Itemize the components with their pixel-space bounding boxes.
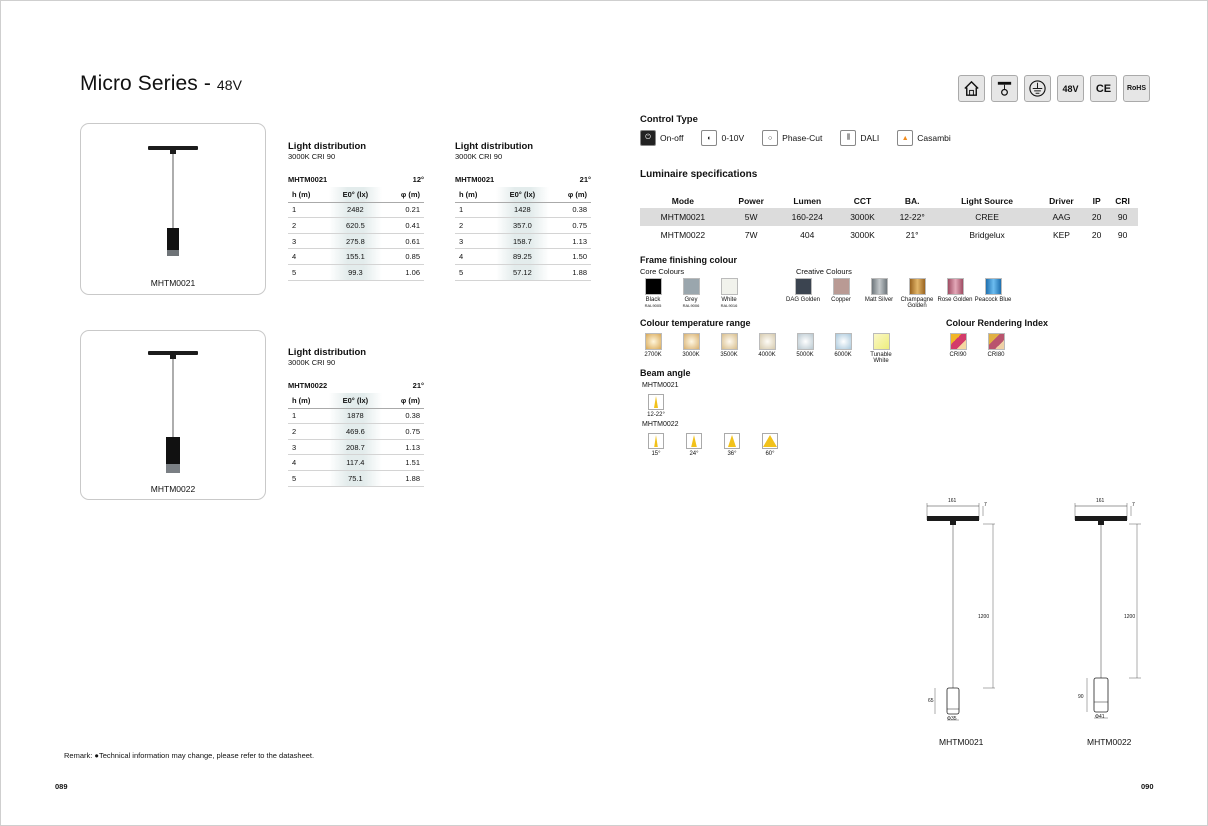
cct-5000k: 5000K: [786, 333, 824, 364]
colour-chip: [833, 278, 850, 295]
colour-chip: [795, 278, 812, 295]
cct-chip: [835, 333, 852, 350]
beam-group-mhtm0022: [637, 433, 789, 457]
table-row: 2 357.0 0.75: [455, 218, 591, 234]
table-row: 2 620.5 0.41: [288, 218, 424, 234]
page-title: Micro Series - 48V: [80, 72, 243, 95]
beam-item: 24°: [675, 433, 713, 457]
ld-table: [288, 393, 424, 487]
home-icon: [958, 75, 985, 102]
cct-chip: [873, 333, 890, 350]
table-row: 5 99.3 1.06: [288, 264, 424, 280]
light-distribution-3: [288, 347, 424, 487]
cri-chip: [988, 333, 1005, 350]
colour-chip: [947, 278, 964, 295]
ld-model: MHTM0022: [288, 381, 328, 390]
product-caption: MHTM0022: [150, 484, 196, 494]
control-dali: ⫼ DALI: [840, 130, 879, 146]
finish-title: Frame finishing colour: [640, 255, 738, 265]
drawing-caption: MHTM0022: [1087, 737, 1132, 747]
cct-3500k: 3500K: [710, 333, 748, 364]
technical-drawing-mhtm0022: [1063, 498, 1153, 753]
creative-colours-label: Creative Colours: [796, 267, 852, 276]
dali-icon: ⫼: [840, 130, 856, 146]
cri-chip: [950, 333, 967, 350]
drawing-caption: MHTM0021: [939, 737, 984, 747]
ld-angle: 21°: [579, 175, 591, 184]
ld-subtitle: 3000K CRI 90: [288, 152, 336, 161]
ld-title: Light distribution: [288, 347, 367, 358]
product-card-mhtm0021: [80, 123, 266, 295]
ld-subtitle: 3000K CRI 90: [455, 152, 503, 161]
ce-mark: CE: [1090, 75, 1117, 102]
cct-3000k: 3000K: [672, 333, 710, 364]
voltage-badge: 48V: [1057, 75, 1084, 102]
control-on-off: ⏻ On-off: [640, 130, 683, 146]
swatch-rose-golden: Rose Golden: [936, 278, 974, 309]
light-distribution-2: [455, 141, 591, 281]
ld-title: Light distribution: [455, 141, 534, 152]
table-row: 2 469.6 0.75: [288, 424, 424, 440]
table-row: 4 117.4 1.51: [288, 455, 424, 471]
table-row: 3 208.7 1.13: [288, 439, 424, 455]
ld-model: MHTM0021: [455, 175, 495, 184]
spec-title: Luminaire specifications: [640, 169, 758, 180]
cct-tunable-white: Tunable White: [862, 333, 900, 364]
ld-angle: 21°: [412, 381, 424, 390]
swatch-copper: Copper: [822, 278, 860, 309]
product-card-mhtm0022: [80, 330, 266, 500]
table-row: 3 275.8 0.61: [288, 233, 424, 249]
ld-angle: 12°: [412, 175, 424, 184]
cct-6000k: 6000K: [824, 333, 862, 364]
creative-colour-swatches: [784, 278, 1012, 309]
dim-length: 1200: [978, 614, 990, 620]
page-number-right: 090: [1141, 782, 1154, 791]
phase-cut-icon: ○: [762, 130, 778, 146]
beam-item: 15°: [637, 433, 675, 457]
technical-drawing-mhtm0021: [915, 498, 1005, 753]
dimmer-icon: ◐: [701, 130, 717, 146]
table-row: 4 155.1 0.85: [288, 249, 424, 265]
cri-90: CRI90: [939, 333, 977, 358]
dim-width: 161: [1096, 498, 1105, 504]
ld-model-row: [288, 175, 424, 184]
table-row: MHTM0022 7W 404 3000K 21° Bridgelux KEP 20 90: [660, 230, 1128, 240]
cct-chip: [797, 333, 814, 350]
beam-cone-icon: [762, 433, 778, 449]
dim-body-height: 65: [928, 698, 934, 704]
certification-icons: [958, 75, 1150, 102]
ld-table: [455, 187, 591, 281]
beam-cone-icon: [648, 433, 664, 449]
beam-item: 60°: [751, 433, 789, 457]
ld-model-row: [455, 175, 591, 184]
table-row: MHTM0021 5W 160-224 3000K 12-22° CREE AAG 20 90: [640, 208, 1138, 226]
remark-text: Remark: ●Technical information may change, please refer to the datasheet.: [64, 751, 315, 760]
swatch-white: White RAL9016: [710, 278, 748, 309]
cri-swatches: [939, 333, 1015, 358]
core-colour-swatches: [634, 278, 748, 309]
beam-model-label: MHTM0022: [642, 421, 679, 428]
ld-model-row: [288, 381, 424, 390]
cri-80: CRI80: [977, 333, 1015, 358]
swatch-matt-silver: Matt Silver: [860, 278, 898, 309]
dim-width: 161: [948, 498, 957, 504]
track-mount-icon: [991, 75, 1018, 102]
table-header-row: h (m) E0° (lx) φ (m): [288, 393, 424, 408]
colour-chip: [645, 278, 662, 295]
colour-chip: [909, 278, 926, 295]
cct-4000k: 4000K: [748, 333, 786, 364]
control-phase-cut: ○ Phase-Cut: [762, 130, 822, 146]
ld-model: MHTM0021: [288, 175, 328, 184]
control-type-title: Control Type: [640, 114, 698, 125]
beam-title: Beam angle: [640, 368, 691, 378]
control-casambi: ▲ Casambi: [897, 130, 951, 146]
casambi-icon: ▲: [897, 130, 913, 146]
beam-cone-icon: [724, 433, 740, 449]
table-row: 5 75.1 1.88: [288, 470, 424, 486]
ld-table: [288, 187, 424, 281]
table-header-row: h (m) E0° (lx) φ (m): [455, 187, 591, 202]
dim-cap: 7: [1132, 502, 1135, 508]
rohs-mark: RoHS: [1123, 75, 1150, 102]
swatch-grey: Grey RAL9006: [672, 278, 710, 309]
cct-chip: [721, 333, 738, 350]
page-number-left: 089: [55, 782, 68, 791]
dim-diameter: Φ35: [947, 716, 957, 722]
table-header-row: h (m) E0° (lx) φ (m): [288, 187, 424, 202]
core-colours-label: Core Colours: [640, 267, 685, 276]
beam-item: 36°: [713, 433, 751, 457]
cct-chip: [683, 333, 700, 350]
ld-subtitle: 3000K CRI 90: [288, 358, 336, 367]
swatch-champagne-golden: Champagne Golden: [898, 278, 936, 309]
cct-chip: [759, 333, 776, 350]
colour-chip: [683, 278, 700, 295]
spec-table: [640, 193, 1138, 244]
beam-cone-icon: [686, 433, 702, 449]
beam-cone-icon: [648, 394, 664, 410]
table-header-row: Mode Power Lumen CCT BA. Light Source Driver IP CRI: [671, 195, 1130, 206]
beam-model-label: MHTM0021: [642, 382, 679, 389]
light-distribution-1: [288, 141, 424, 281]
dim-cap: 7: [984, 502, 987, 508]
table-row: 1 1878 0.38: [288, 408, 424, 424]
swatch-peacock-blue: Peacock Blue: [974, 278, 1012, 309]
drawing-lines: [1063, 498, 1153, 728]
cct-2700k: 2700K: [634, 333, 672, 364]
table-row: 3 158.7 1.13: [455, 233, 591, 249]
table-row: 5 57.12 1.88: [455, 264, 591, 280]
table-row: 1 2482 0.21: [288, 202, 424, 218]
cct-title: Colour temperature range: [640, 318, 751, 328]
beam-item: 12-22°: [637, 394, 675, 418]
cct-swatches: [634, 333, 900, 364]
table-row: 1 1428 0.38: [455, 202, 591, 218]
switch-icon: ⏻: [640, 130, 656, 146]
colour-chip: [871, 278, 888, 295]
ground-icon: [1024, 75, 1051, 102]
colour-chip: [985, 278, 1002, 295]
control-type-list: [640, 130, 969, 146]
pendant-lamp-image: [141, 142, 205, 262]
cct-chip: [645, 333, 662, 350]
dim-diameter: Φ41: [1095, 714, 1105, 720]
beam-group-mhtm0021: [637, 394, 675, 418]
product-caption: MHTM0021: [150, 278, 196, 288]
colour-chip: [721, 278, 738, 295]
dim-length: 1200: [1124, 614, 1136, 620]
swatch-dag-golden: DAG Golden: [784, 278, 822, 309]
pendant-lamp-image: [141, 347, 205, 481]
cri-title: Colour Rendering Index: [946, 318, 1049, 328]
drawing-lines: [915, 498, 1005, 728]
dim-body-height: 90: [1078, 694, 1084, 700]
table-row: 4 89.25 1.50: [455, 249, 591, 265]
control-0-10v: ◐ 0-10V: [701, 130, 744, 146]
voltage-label: 48V: [216, 77, 243, 93]
ld-title: Light distribution: [288, 141, 367, 152]
swatch-black: Black RAL9005: [634, 278, 672, 309]
